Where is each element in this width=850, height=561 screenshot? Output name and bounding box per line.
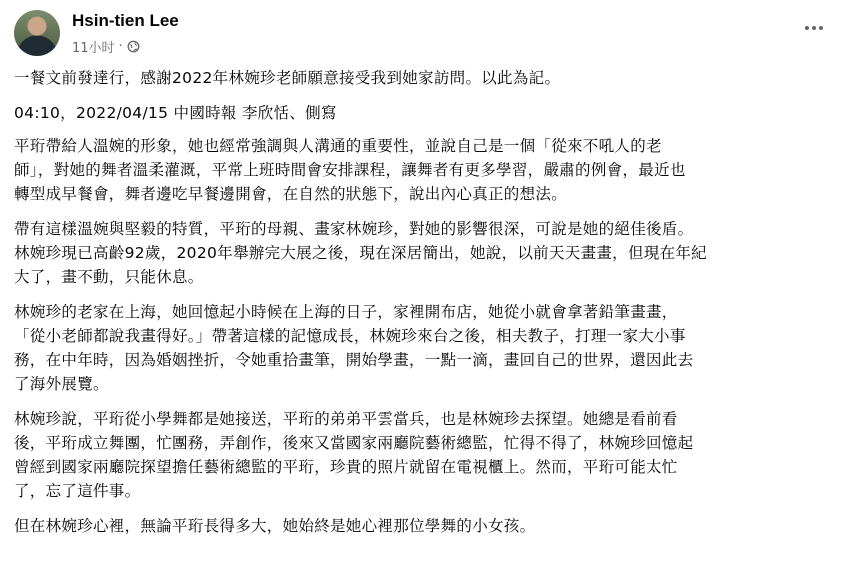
post-paragraph: 林婉珍說，平珩從小學舞都是她接送，平珩的弟弟平雲當兵，也是林婉珍去探望。她總是看前看 後，平珩成立舞團，忙團務，弄創作，後來又當國家兩廳院藝術總監，忙得不得了，林婉珍回憶起 曾經到國家兩廳院探望擔任藝術總監的平珩，珍貴的照片就留在電視櫃上。然而，平珩可能太忙 了，忘了這件事。 — [14, 410, 694, 500]
meta-separator: · — [118, 39, 123, 54]
globe-icon[interactable] — [127, 40, 140, 53]
author-avatar[interactable] — [14, 10, 60, 56]
post-meta — [72, 37, 140, 56]
post-paragraph: 林婉珍的老家在上海，她回憶起小時候在上海的日子，家裡開布店，她從小就會拿著鉛筆畫畫， 「從小老師都說我畫得好。」帶著這樣的記憶成長，林婉珍來台之後，相夫教子，打理一家大小事 務，在中年時，因為婚姻挫折，令她重拾畫筆，開始學畫，一點一滴，畫回自己的世界，還因此去 了海外展覽。 — [14, 303, 694, 393]
post-content — [14, 66, 838, 549]
post-paragraph: 平珩帶給人溫婉的形象，她也經常強調與人溝通的重要性，並說自己是一個「從來不吼人的老 師」，對她的舞者溫柔灌溉，平常上班時間會安排課程，讓舞者有更多學習，嚴肅的例會，最近也 轉型成早餐會，舞者邊吃早餐邊開會，在自然的狀態下，說出內心真正的想法。 — [14, 137, 686, 203]
post-paragraph: 帶有這樣溫婉與堅毅的特質，平珩的母親、畫家林婉珍，對她的影響很深，可說是她的絕佳後盾。 林婉珍現已高齡92歲，2020年舉辦完大展之後，現在深居簡出，她說，以前天天畫畫，但現在年紀 大了，畫不動，只能休息。 — [14, 220, 707, 286]
post-intro: 一餐文前發達行，感謝2022年林婉珍老師願意接受我到她家訪問。以此為記。 — [14, 69, 561, 87]
post-time[interactable]: 11小时 — [72, 41, 115, 56]
post-byline: 04:10，2022/04/15 中國時報 李欣恬、側寫 — [14, 104, 337, 122]
more-options-icon[interactable] — [800, 18, 828, 38]
post-header — [14, 10, 834, 58]
author-name[interactable]: Hsin-tien Lee — [72, 11, 179, 30]
post-paragraph: 但在林婉珍心裡，無論平珩長得多大，她始終是她心裡那位學舞的小女孩。 — [14, 517, 536, 535]
